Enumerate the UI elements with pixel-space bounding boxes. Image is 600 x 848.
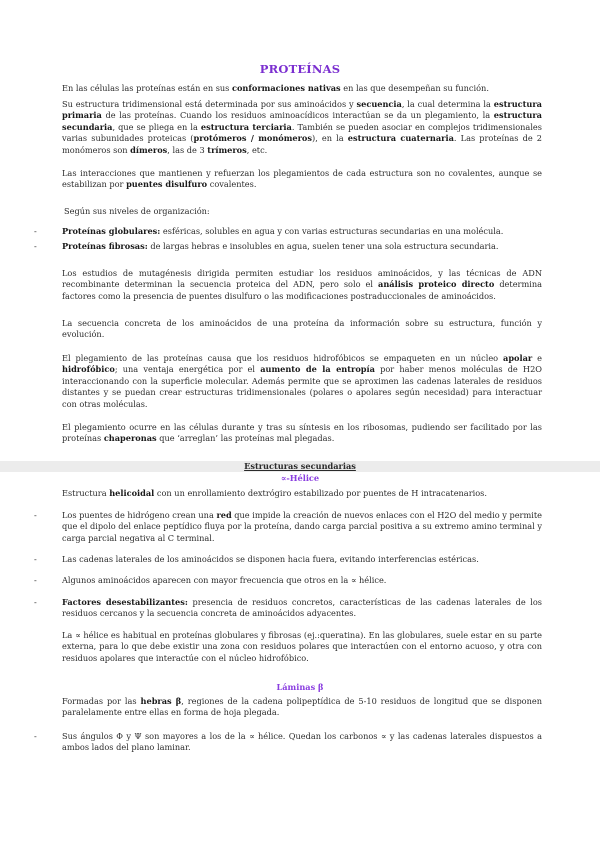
term-proteinas-fibrosas: Proteínas fibrosas: xyxy=(62,241,148,251)
laminas-beta-heading-text: Láminas β xyxy=(276,682,324,692)
page-title: PROTEÍNAS xyxy=(259,62,341,76)
folding-paragraph xyxy=(62,353,542,410)
text-run: , regiones de la cadena polipeptídica de 5-10 residuos de longitud que se disponen paralelamente entre ellas en forma de hoja plegada. xyxy=(62,696,543,718)
text-run: esféricas, solubles en agua y con varias estructuras secundarias en una molécula. xyxy=(160,226,504,236)
term-dimeros: dímeros xyxy=(130,144,168,155)
organization-item-globulares xyxy=(62,226,542,237)
bullet-dash: - xyxy=(34,241,37,251)
term-red: red xyxy=(216,510,232,520)
text-run: en las que desempeñan su función. xyxy=(340,83,489,93)
sheet-bullet-angulos: Sus ángulos Φ y Ψ son mayores a los de la ∝ hélice. Quedan los carbonos ∝ y las cadenas laterales dispuestos a ambos lados del plano laminar. xyxy=(62,731,542,753)
term-apolar: apolar xyxy=(503,353,533,363)
subsection-heading-laminas-beta xyxy=(0,682,600,693)
text-run: , que se pliega en la xyxy=(112,121,201,132)
text-run: por haber menos moléculas de H2O interaccionando con la superficie molecular. Además permite que se aproximen las cadenas laterales de residuos distantes y se puedan crear estructuras tridimensionales (polares o apolares según necesidad) para interactuar con otras moléculas. xyxy=(62,364,542,409)
text-run: de las proteínas. Cuando los residuos aminoacídicos interactúan se da un plegamiento, la xyxy=(101,110,494,121)
text-run: Su estructura tridimensional está determinada por sus aminoácidos y xyxy=(62,99,357,109)
text-run: Algunos aminoácidos aparecen con mayor frecuencia que otros en la ∝ hélice. xyxy=(62,575,387,585)
term-estructura-secundaria: estructura secundaria xyxy=(62,110,542,132)
text-run: Las interacciones que mantienen y refuerzan los plegamientos de cada estructura son no covalentes, aunque se estabilizan por xyxy=(62,168,542,190)
term-estructura-primaria: estructura primaria xyxy=(62,99,542,121)
helix-definition xyxy=(62,488,542,499)
text-run: , etc. xyxy=(246,144,268,155)
bullet-dash: - xyxy=(34,510,37,520)
sequence-info-paragraph: La secuencia concreta de los aminoácidos de una proteína da información sobre su estructura, función y evolución. xyxy=(62,318,542,340)
term-protomeros: protómeros / monómeros xyxy=(193,133,313,144)
subsection-heading-alfa-helice xyxy=(0,473,600,484)
term-proteinas-globulares: Proteínas globulares: xyxy=(62,226,161,236)
term-puentes-disulfuro: puentes disulfuro xyxy=(126,179,208,190)
text-run: presencia de residuos concretos, características de las cadenas laterales de los residuos cercanos y la secuencia concreta de aminoácidos adyacentes. xyxy=(62,597,542,619)
text-run: . También se pueden asociar en complejos tridimensionales varias subunidades proteicas ( xyxy=(62,121,542,144)
text-run: que ‘arreglan’ las proteínas mal plegadas. xyxy=(156,433,335,444)
term-factores-desestabilizantes: Factores desestabilizantes: xyxy=(62,597,188,607)
bullet-dash: - xyxy=(34,226,37,236)
text-run: . Las proteínas de 2 monómeros son xyxy=(62,133,542,155)
text-run: ; una ventaja energética por el xyxy=(114,364,261,375)
bullet-dash: - xyxy=(34,575,37,585)
sheet-definition xyxy=(62,696,542,719)
term-trimeros: trímeros xyxy=(207,144,247,155)
text-run: Las cadenas laterales de los aminoácidos se disponen hacia fuera, evitando interferencias estéricas. xyxy=(62,554,479,564)
term-aumento-entropia: aumento de la entropía xyxy=(260,364,375,375)
text-run: El plegamiento ocurre en las células durante y tras su síntesis en los ribosomas, pudiendo ser facilitado por las proteínas xyxy=(62,422,542,444)
section-heading-estructuras-secundarias xyxy=(0,461,600,472)
bullet-dash: - xyxy=(34,731,37,741)
text-run: Estructura xyxy=(62,488,110,498)
term-hebras-beta: hebras β xyxy=(140,696,182,706)
term-secuencia: secuencia xyxy=(356,99,402,109)
term-hidrofobico: hidrofóbico xyxy=(62,364,115,375)
term-helicoidal: helicoidal xyxy=(109,488,155,498)
text-run: con un enrollamiento dextrógiro estabilizado por puentes de H intracatenarios. xyxy=(154,488,487,498)
intro-paragraph-1 xyxy=(62,83,542,94)
helix-bullet-aminoacidos-frecuencia xyxy=(62,575,542,586)
mutagenesis-paragraph xyxy=(62,268,542,302)
text-run: de largas hebras e insolubles en agua, suelen tener una sola estructura secundaria. xyxy=(147,241,499,251)
text-run: , la cual determina la xyxy=(401,99,494,109)
chaperonas-paragraph xyxy=(62,422,542,445)
helix-bullet-cadenas-laterales xyxy=(62,554,542,565)
organization-heading: Según sus niveles de organización: xyxy=(64,206,210,216)
term-chaperonas: chaperonas xyxy=(103,433,157,444)
text-run: que impide la creación de nuevos enlaces con el H2O del medio y permite que el dipolo del enlace peptídico fluya por la proteína, dando carga parcial positiva a su extremo amino terminal y carga parcial negativa al C terminal. xyxy=(62,510,542,543)
text-run: e xyxy=(532,353,542,363)
organization-item-fibrosas xyxy=(62,241,542,252)
term-estructura-cuaternaria: estructura cuaternaria xyxy=(347,133,454,144)
text-run: covalentes. xyxy=(207,179,257,190)
text-run: En las células las proteínas están en sus xyxy=(62,83,232,93)
text-run: Los estudios de mutagénesis dirigida permiten estudiar los residuos aminoácidos, y las técnicas de ADN recombinante determinan la secuencia proteica del ADN, pero solo el xyxy=(62,268,542,290)
helix-bullet-factores-desestabilizantes xyxy=(62,597,542,620)
text-run: determina factores como la presencia de puentes disulfuro o las modificaciones postraduccionales de aminoácidos. xyxy=(62,279,542,301)
text-run: Los puentes de hidrógeno crean una xyxy=(62,510,217,520)
term-conformaciones-nativas: conformaciones nativas xyxy=(231,83,341,93)
alfa-helice-heading-text: ∝-Hélice xyxy=(280,473,320,483)
helix-bullet-red xyxy=(62,510,542,544)
term-estructura-terciaria: estructura terciaria xyxy=(200,121,292,132)
text-run: Formadas por las xyxy=(62,696,141,706)
text-run: , las de 3 xyxy=(167,144,208,155)
section-heading-text: Estructuras secundarias xyxy=(244,461,356,471)
bullet-dash: - xyxy=(34,554,37,564)
text-run: El plegamiento de las proteínas causa que los residuos hidrofóbicos se empaqueten en un núcleo xyxy=(62,353,504,363)
helix-note-paragraph: La ∝ hélice es habitual en proteínas globulares y fibrosas (ej.:queratina). En las globulares, suele estar en su parte externa, para lo que debe existir una zona con residuos polares que interactúen con el entorno acuoso, y otra con residuos apolares que interactúe con el núcleo hidrofóbico. xyxy=(62,630,542,663)
intro-paragraph-3 xyxy=(62,168,542,191)
intro-paragraph-2 xyxy=(62,99,542,156)
text-run: ), en la xyxy=(312,133,348,144)
term-analisis-proteico-directo: análisis proteico directo xyxy=(378,279,495,290)
bullet-dash: - xyxy=(34,597,37,607)
